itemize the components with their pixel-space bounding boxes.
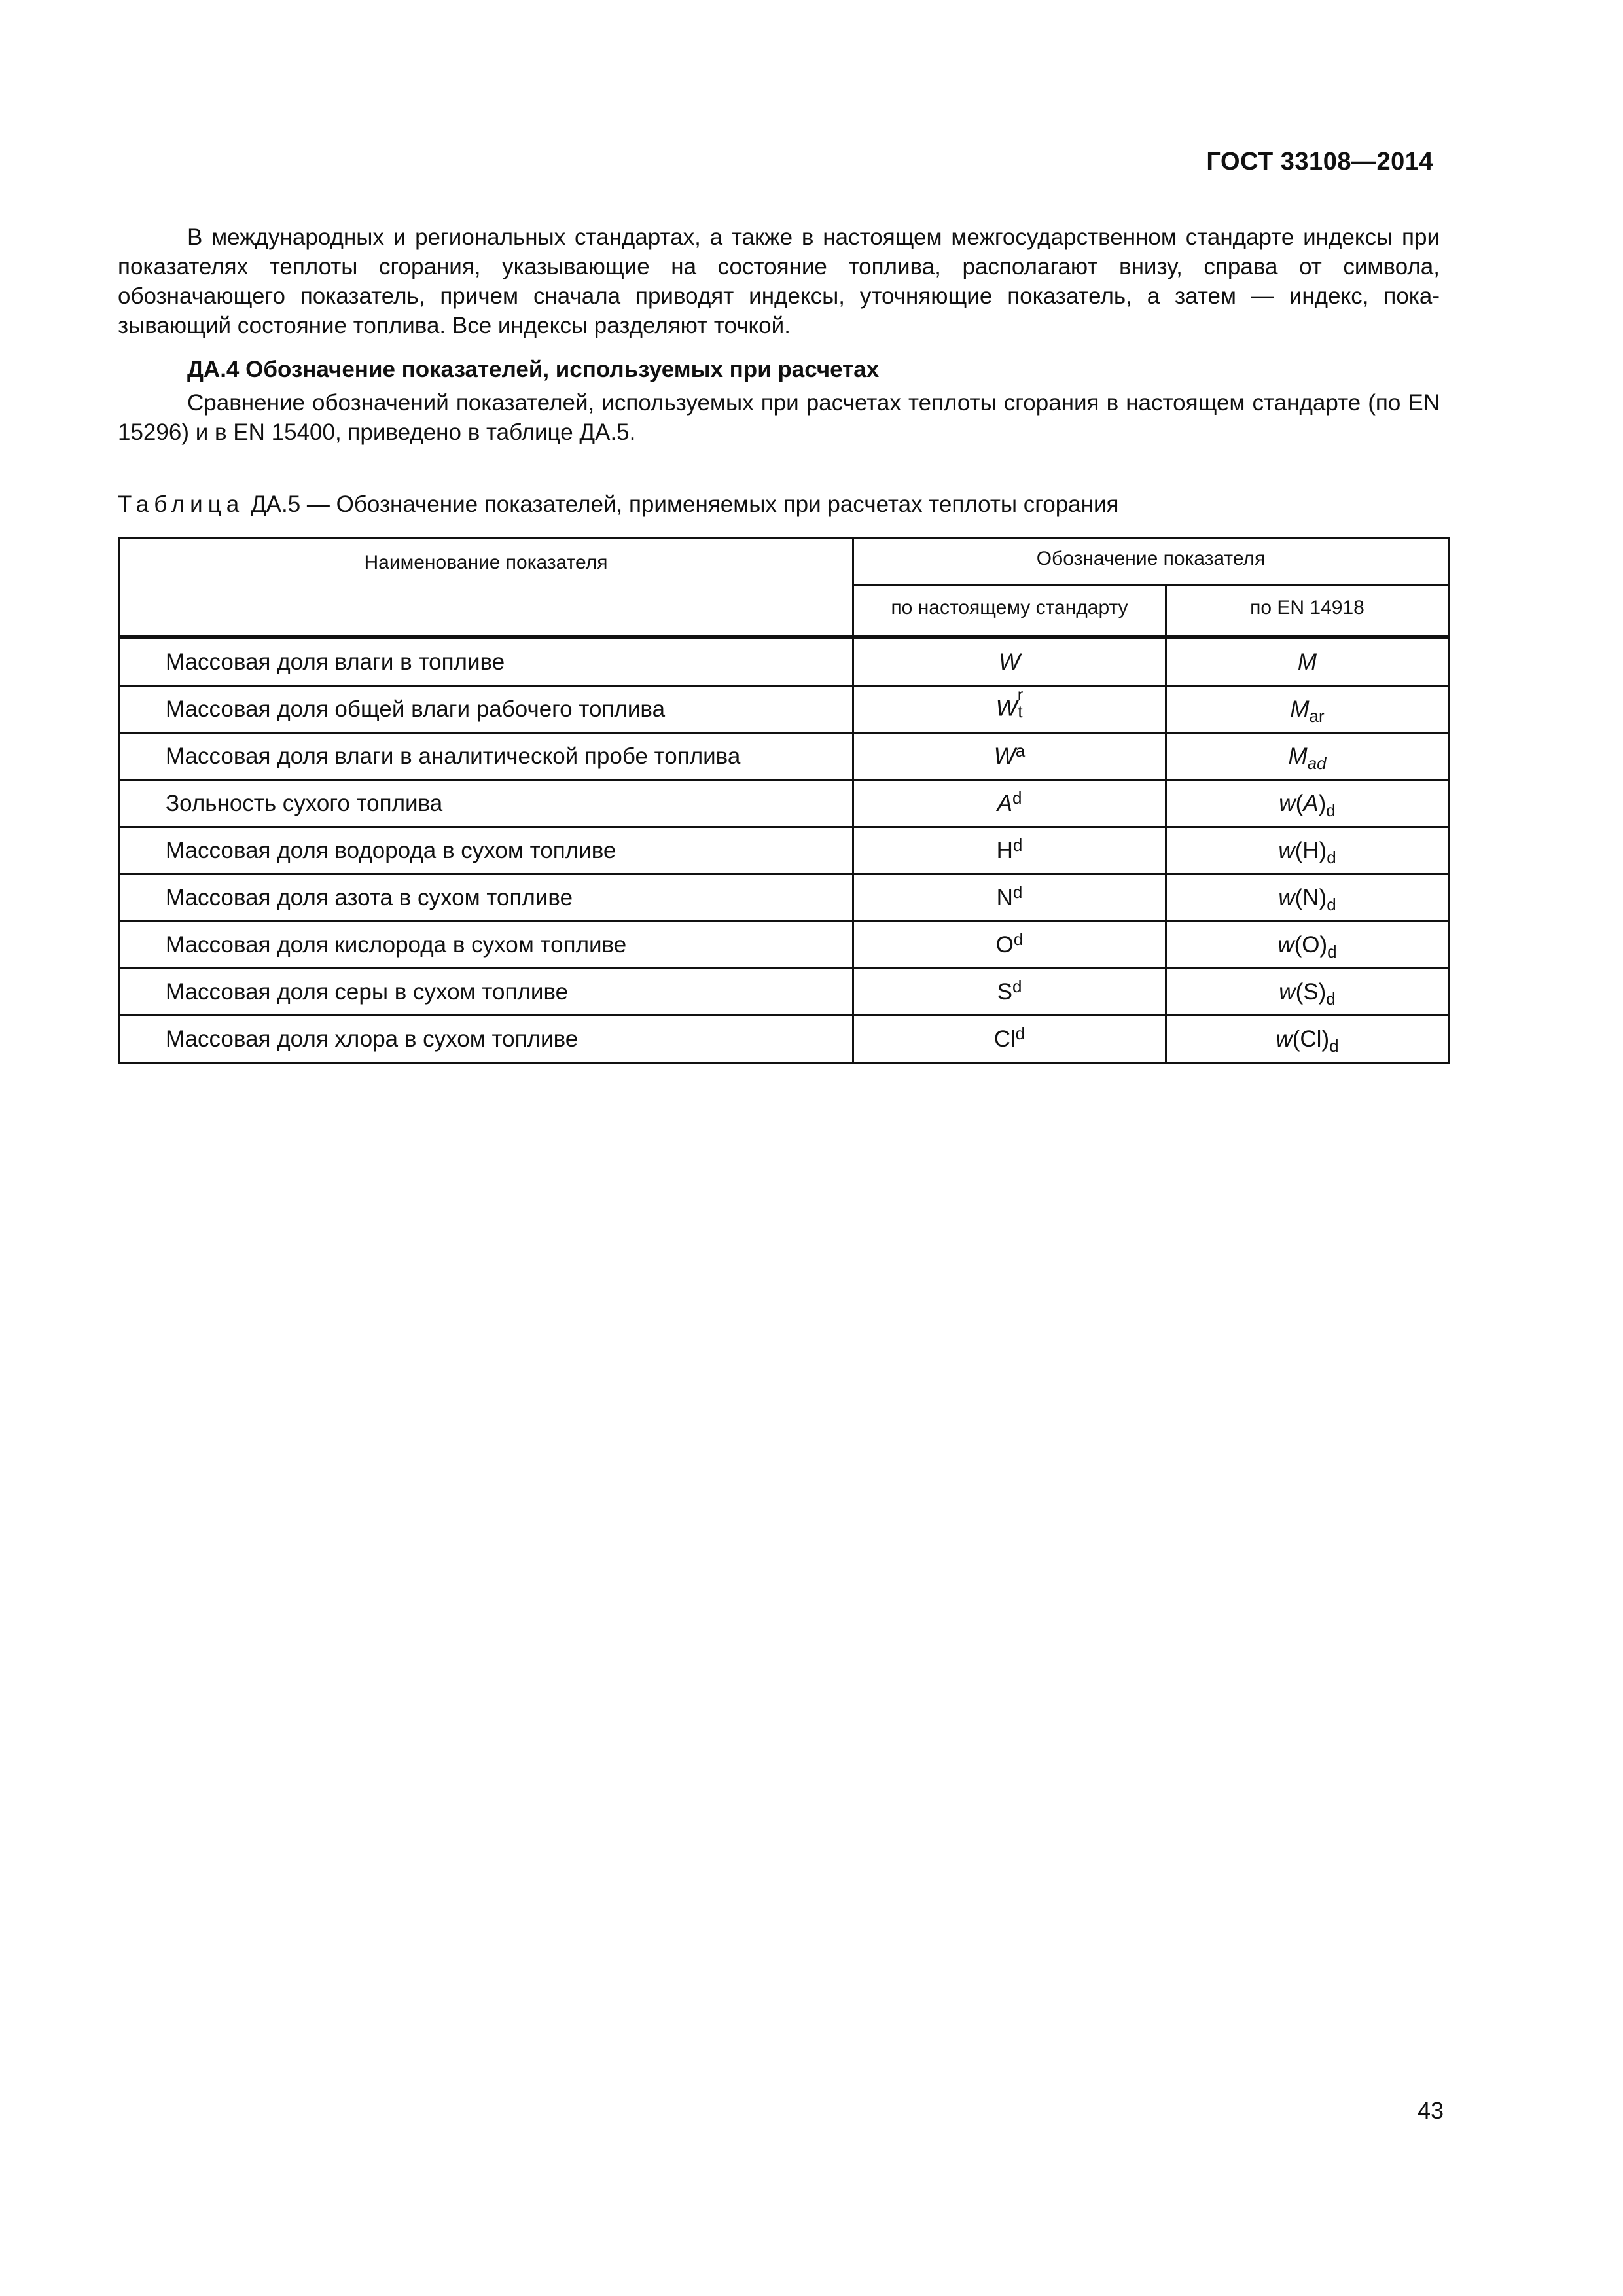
symbol-superscript: r: [1017, 684, 1024, 704]
table-body: [119, 637, 1449, 1063]
page-number: 43: [1418, 2097, 1444, 2124]
table-row: [119, 969, 1449, 1016]
symbol-current-standard: [853, 969, 1166, 1016]
symbol-indices: [1015, 1024, 1026, 1049]
symbol-base: W: [995, 694, 1018, 721]
table-row: [119, 733, 1449, 780]
symbol-superscript: d: [1012, 882, 1023, 903]
indicator-name: Массовая доля влаги в аналитической пробе топлива: [119, 733, 853, 780]
symbol-indices: [1013, 929, 1024, 954]
designation-table: [118, 537, 1450, 1064]
table-row: [119, 922, 1449, 969]
header-current-standard: по настоящему стандарту: [853, 586, 1166, 637]
symbol-current-standard: [853, 780, 1166, 827]
symbol-superscript: a: [1015, 741, 1026, 761]
symbol-base: w(S): [1279, 978, 1327, 1005]
symbol-subscript: d: [1326, 800, 1336, 820]
symbol-current-standard: [853, 686, 1166, 733]
table-caption-label: Таблица: [118, 492, 245, 517]
symbol-en-standard: [1166, 637, 1449, 686]
symbol-subscript: d: [1329, 1035, 1339, 1056]
symbol-current-standard: [853, 827, 1166, 874]
symbol-indices: [1012, 882, 1023, 907]
document-code: ГОСТ 33108—2014: [1206, 148, 1433, 175]
symbol-base: Cl: [993, 1026, 1016, 1052]
symbol-current-standard: [853, 733, 1166, 780]
indicator-name: Массовая доля серы в сухом топливе: [119, 969, 853, 1016]
symbol-en-standard: [1166, 922, 1449, 969]
indicator-name: Массовая доля влаги в топливе: [119, 637, 853, 686]
symbol-en-standard: [1166, 1016, 1449, 1063]
header-designation: Обозначение показателя: [853, 538, 1449, 586]
table-caption-text: ДА.5 — Обозначение показателей, применяемых при расчетах теплоты сгорания: [244, 492, 1119, 517]
symbol-indices: [1017, 684, 1024, 726]
symbol-base: w(H): [1278, 837, 1327, 863]
symbol-base: w(O): [1277, 931, 1328, 958]
indicator-name: Массовая доля азота в сухом топливе: [119, 874, 853, 922]
symbol-subscript: d: [1326, 988, 1336, 1009]
table-row: [119, 686, 1449, 733]
table-row: [119, 637, 1449, 686]
symbol-base: H: [996, 837, 1013, 863]
symbol-subscript: d: [1327, 847, 1336, 867]
symbol-superscript: d: [1013, 929, 1024, 950]
body-text: [118, 223, 1440, 447]
indicator-name: Массовая доля общей влаги рабочего топлива: [119, 686, 853, 733]
symbol-superscript: d: [1015, 1024, 1026, 1044]
symbol-indices: [1015, 741, 1026, 766]
symbol-current-standard: [853, 1016, 1166, 1063]
table-caption: [118, 490, 1118, 519]
symbol-current-standard: [853, 637, 1166, 686]
table-row: [119, 874, 1449, 922]
symbol-en-standard: [1166, 686, 1449, 733]
symbol-base: w(A): [1279, 790, 1327, 816]
indicator-name: Массовая доля хлора в сухом топливе: [119, 1016, 853, 1063]
symbol-base: M: [1288, 743, 1308, 769]
symbol-base: M: [1290, 696, 1310, 722]
table-row: [119, 780, 1449, 827]
symbol-indices: [1012, 977, 1022, 1001]
symbol-superscript: d: [1012, 977, 1022, 997]
symbol-base: S: [997, 978, 1012, 1005]
indicator-name: Зольность сухого топлива: [119, 780, 853, 827]
indicator-name: Массовая доля кислорода в сухом топливе: [119, 922, 853, 969]
header-indicator-name: Наименование показателя: [119, 538, 853, 637]
symbol-subscript: t: [1018, 701, 1023, 721]
symbol-base: M: [1297, 649, 1317, 675]
symbol-base: W: [993, 743, 1016, 769]
symbol-base: w(Cl): [1275, 1026, 1330, 1052]
symbol-subscript: d: [1327, 941, 1337, 961]
symbol-base: w(N): [1278, 884, 1327, 910]
symbol-base: W: [998, 649, 1021, 675]
paragraph-comparison: Сравнение обозначений показателей, используемых при расчетах теплоты сгорания в настоящем стандарте (по EN 15296) и в EN 15400, приведено в таблице ДА.5.: [118, 390, 1440, 445]
header-en-standard: по EN 14918: [1166, 586, 1449, 637]
symbol-indices: [1012, 835, 1023, 860]
symbol-indices: [1012, 788, 1022, 813]
table-row: [119, 1016, 1449, 1063]
symbol-superscript: d: [1012, 788, 1022, 808]
symbol-en-standard: [1166, 874, 1449, 922]
symbol-superscript: d: [1012, 835, 1023, 855]
symbol-base: N: [996, 884, 1013, 910]
paragraph-indices: В международных и региональных стандартах, а также в настоящем межгосударственном стандарте индексы при показателях теплоты сгорания, указывающие на состояние топлива, располагают внизу, справа от символа, обозначающего показатель, причем сначала приводят индексы, уточняющие показатель, а затем — индекс, показывающий состояние топлива. Все индексы разделяют точкой.: [118, 224, 1440, 338]
symbol-en-standard: [1166, 733, 1449, 780]
symbol-subscript: ad: [1307, 753, 1327, 773]
symbol-en-standard: [1166, 827, 1449, 874]
symbol-subscript: ar: [1309, 706, 1325, 726]
indicator-name: Массовая доля водорода в сухом топливе: [119, 827, 853, 874]
symbol-subscript: d: [1327, 894, 1336, 914]
symbol-current-standard: [853, 874, 1166, 922]
symbol-en-standard: [1166, 969, 1449, 1016]
symbol-current-standard: [853, 922, 1166, 969]
symbol-base: A: [997, 790, 1012, 816]
symbol-en-standard: [1166, 780, 1449, 827]
table-row: [119, 827, 1449, 874]
symbol-base: O: [995, 931, 1014, 958]
section-heading: ДА.4 Обозначение показателей, используемых при расчетах: [187, 357, 880, 382]
